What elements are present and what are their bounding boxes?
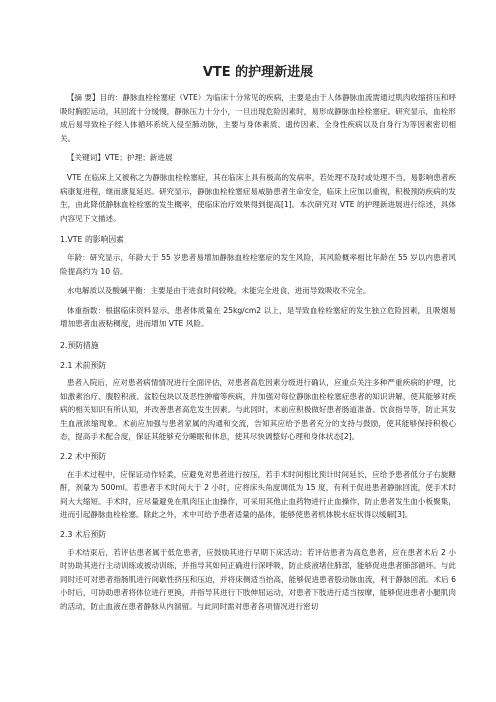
- section-heading-2: 2.预防措施: [60, 340, 99, 350]
- subsection-heading-2-1: 2.1 术前预防: [60, 360, 107, 370]
- document-title: VTE 的护理新进展: [202, 65, 314, 80]
- age-factor-paragraph: 年龄：研究显示，年龄大于 55 岁患者易增加静脉血栓栓塞症的发生风险，其风险概率相比年龄在 55 岁以内患者风险提高约为 10 倍。: [60, 252, 456, 276]
- preop-prevention-paragraph: 患者入院后，应对患者病情情况进行全面评估，对患者高危因素分级进行确认，应重点关注多种严重疾病的护理，比如激素治疗、腹腔积液、盆腔包块以及恶性肿瘤等疾病，并加强对每位静脉血栓栓塞症患者的知识讲解，使其能够对疾病的相关知识有所认知，并改善患者高危发生因素。与此同时，术前应积极做好患者肠道准备、饮食指导等，防止其发生血液浓缩现象。术前应加强与患者家属的沟通和交流，告知其应给予患者充分的支持与鼓励，使其能够保持积极心态，提高手术配合度，保证其能够充分睡眠和休息，使其尽快调整好心理和身体状态[2]。: [60, 378, 456, 442]
- abstract-paragraph: 【摘 要】目的：静脉血栓栓塞症（VTE）为临床十分常见的疾病，主要是由于人体静脉血流需通过肌肉收缩挤压和呼吸时胸腔运动，其回流十分缓慢，静脉压力十分小，一旦出现危险因素时，易形成静脉血栓栓塞症。研究显示，血栓形成后易导致栓子经人体循环系统入侵至肺动脉，主要与身体素质、遗传因素、全身性疾病以及自身行为等因素密切相关。: [60, 93, 456, 143]
- postop-prevention-paragraph: 手术结束后，若评估患者属于低危患者，应鼓励其进行早期下床活动；若评估患者为高危患者，应在患者术后 2 小时协助其进行主动训练或被动训练，并指导其如何正确进行深呼吸，防止痰液堵住肺部，能够促进患者肺部循环。与此同时还可对患者指肠肌进行间歇性挤压和压迫，并将床侧适当抬高，能够促进患者股动脉血流，利于静脉回流。术后 6 小时后，可协助患者将体位进行更换，并指导其进行下肢伸屈运动，对患者下肢进行适当按摩，能够促进患者小腿肌肉的活动，防止血液在患者静脉从内溜留。与此同时需对患者各项情况进行密切: [60, 547, 456, 611]
- electrolyte-factor-paragraph: 水电解质以及酸碱平衡：主要是由于进食时间较晚，未能完全进食，进而导致吸收不完全。: [66, 286, 371, 296]
- section-heading-1: 1.VTE 的影响因素: [60, 235, 124, 245]
- intro-paragraph: VTE 在临床上又被称之为静脉血栓栓塞症，其在临床上具有极高的发病率，若处理不及时或处理不当，易影响患者疾病康复进程，继而康复延迟。研究显示，静脉血栓栓塞症易威胁患者生命安全，临床上应加以重视，积极预防疾病的发生，由此降低静脉血栓栓塞的发生概率，使临床治疗效果得到提高[1]。本次研究对 VTE 的护理新进展进行综述，具体内容见下文描述。: [60, 172, 456, 223]
- keywords-line: 【关键词】VTE；护理；新进展: [66, 153, 173, 163]
- bmi-factor-paragraph: 体重指数：根据临床资料显示，患者体质量在 25kg/cm2 以上，是导致血栓栓塞症的发生独立危险因素，且吸烟易增加患者血液粘稠度，进而增加 VTE 风险。: [60, 305, 456, 329]
- subsection-heading-2-3: 2.3 术后预防: [60, 530, 107, 540]
- intraop-prevention-paragraph: 在手术过程中，应保证动作轻柔，应避免对患者进行按压，若手术时间相比预计时间延长，应给予患者低分子右旋糖酐，剂量为 500ml。若患者手术时间大于 2 小时，应将床头角度调低为 15 度，有利于促进患者静脉回流，使手术时间大大缩短。手术时，应尽量避免在肌肉压止血操作，可采用其他止血药物进行止血操作，防止患者发生血小板聚集，进而引起静脉血栓栓塞。除此之外，术中可给予患者适量的晶体，能够使患者机体脱水症状得以缓解[3]。: [60, 469, 456, 520]
- subsection-heading-2-2: 2.2 术中预防: [60, 452, 107, 462]
